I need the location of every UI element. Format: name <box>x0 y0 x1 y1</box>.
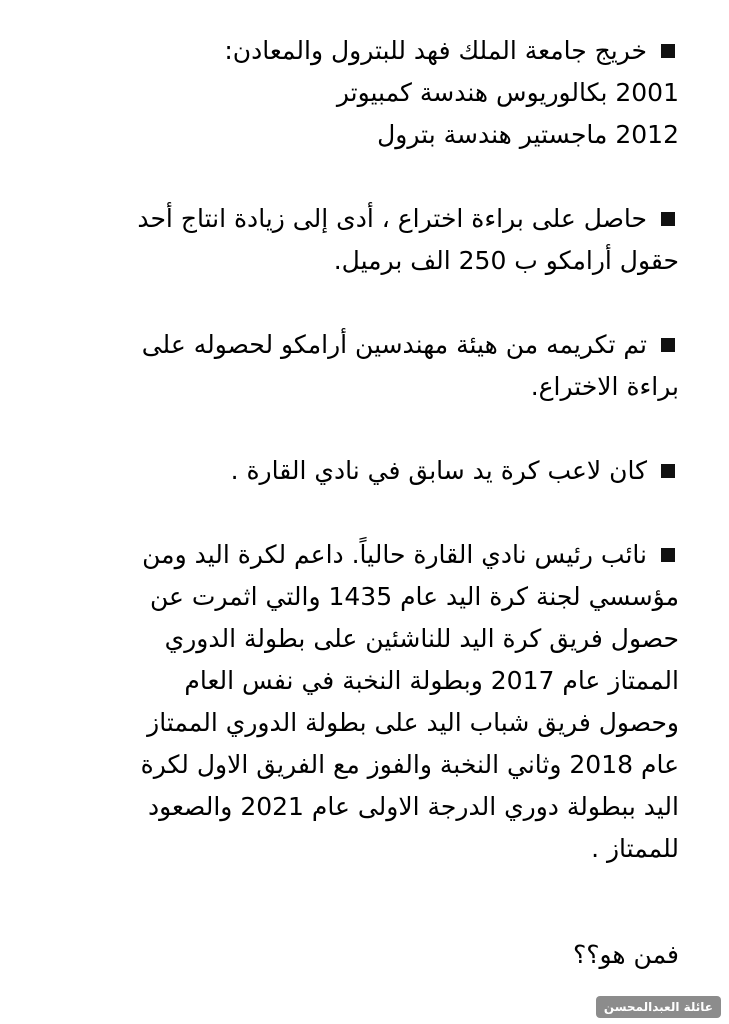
section-line: حاصل على براءة اختراع ، أدى إلى زيادة انتاج أحد <box>59 198 679 240</box>
bullet-icon <box>661 44 675 58</box>
section-line: للممتاز . <box>591 834 679 863</box>
section-line: مؤسسي لجنة كرة اليد عام 1435 والتي اثمرت عن <box>150 582 679 611</box>
section-line: اليد ببطولة دوري الدرجة الاولى عام 2021 والصعود <box>147 792 679 821</box>
watermark-badge: عائلة العبدالمحسن <box>596 996 721 1018</box>
section-line: حصول فريق كرة اليد للناشئين على بطولة الدوري <box>164 624 679 653</box>
section-line: كان لاعب كرة يد سابق في نادي القارة . <box>59 450 679 492</box>
section-line: براءة الاختراع. <box>530 372 679 401</box>
education-section <box>59 30 679 156</box>
honor-section <box>59 324 679 408</box>
bullet-icon <box>661 548 675 562</box>
club-section <box>59 534 679 870</box>
section-line: حقول أرامكو ب 250 الف برميل. <box>333 246 679 275</box>
section-line: تم تكريمه من هيئة مهندسين أرامكو لحصوله على <box>59 324 679 366</box>
bullet-icon <box>661 212 675 226</box>
section-line: 2001 بكالوريوس هندسة كمبيوتر <box>336 78 679 107</box>
section-line: 2012 ماجستير هندسة بترول <box>377 120 679 149</box>
player-section <box>59 450 679 492</box>
section-line: نائب رئيس نادي القارة حالياً. داعم لكرة اليد ومن <box>59 534 679 576</box>
bullet-icon <box>661 464 675 478</box>
document-body <box>59 30 679 912</box>
section-line: وحصول فريق شباب اليد على بطولة الدوري الممتاز <box>147 708 679 737</box>
section-line: الممتاز عام 2017 وبطولة النخبة في نفس العام <box>184 666 679 695</box>
bullet-icon <box>661 338 675 352</box>
closing-question: فمن هو؟؟ <box>572 940 679 969</box>
patent-section <box>59 198 679 282</box>
section-line: عام 2018 وثاني النخبة والفوز مع الفريق الاول لكرة <box>140 750 679 779</box>
section-line: خريج جامعة الملك فهد للبترول والمعادن: <box>59 30 679 72</box>
